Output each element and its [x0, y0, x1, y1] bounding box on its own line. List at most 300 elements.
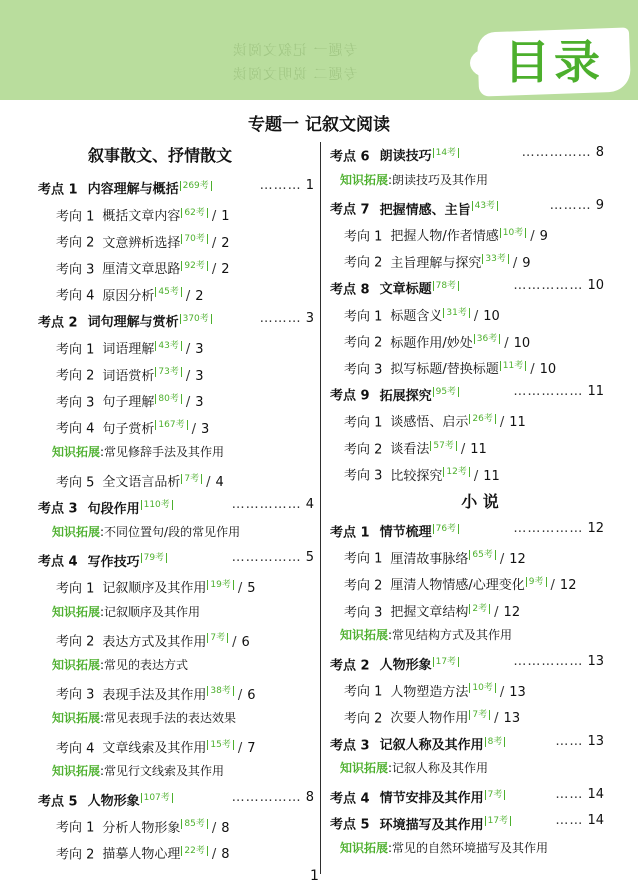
entry-name: 主旨理解与探究	[390, 255, 482, 271]
dot-leader: ………	[259, 311, 302, 326]
entry-code: 考向 3	[344, 362, 383, 378]
entry-name: 表现手法及其作用	[102, 687, 207, 703]
knowledge-extension-row	[340, 624, 512, 646]
entry-name: 拟写标题/替换标题	[390, 362, 499, 378]
slash-separator: /	[530, 229, 536, 245]
slash-separator: /	[211, 847, 218, 863]
entry-name: 描摹人物心理	[102, 847, 181, 863]
exam-count-badge: 95考	[433, 387, 459, 397]
page-number-ref: 11	[587, 384, 604, 400]
exam-count-badge: 2考	[469, 604, 490, 614]
entry-name: 朗读技巧	[379, 149, 432, 165]
page-number-ref: 7	[247, 740, 256, 756]
entry-code: 考向 2	[56, 235, 95, 251]
knowledge-extension-text: :记叙人称及其作用	[388, 761, 489, 776]
page-number-ref: 11	[470, 441, 487, 457]
page-number-ref: 1	[221, 208, 230, 224]
dot-leader: ……………	[513, 520, 584, 536]
entry-code: 考点 7	[330, 202, 370, 218]
toc-point-row	[330, 784, 604, 806]
exam-count-badge: 22考	[181, 846, 207, 856]
page-number-ref: 4	[215, 474, 224, 490]
entry-code: 考向 1	[344, 308, 383, 324]
slash-separator: /	[237, 740, 244, 756]
exam-count-badge: 26考	[469, 414, 495, 424]
exam-count-badge: 78考	[433, 281, 459, 291]
page-number-ref: 8	[221, 847, 230, 863]
entry-code: 考向 4	[56, 740, 95, 756]
exam-count-badge: 43考	[155, 341, 181, 351]
exam-count-badge: 45考	[155, 287, 181, 297]
dot-leader: ……………	[513, 653, 584, 669]
entry-code: 考向 3	[56, 687, 95, 703]
entry-code: 考向 3	[56, 262, 95, 278]
page-ref	[513, 381, 604, 403]
toc-direction-row	[344, 461, 604, 483]
entry-name: 人物形象	[87, 794, 140, 810]
page-ref	[260, 308, 314, 330]
page-number-ref: 8	[221, 820, 230, 836]
knowledge-extension-text: :常见的自然环境描写及其作用	[388, 841, 549, 855]
knowledge-extension-label: 知识拓展	[52, 711, 101, 725]
exam-count-badge: 7考	[181, 474, 202, 484]
slash-separator: /	[232, 634, 238, 650]
entry-code: 考点 2	[330, 658, 370, 674]
page-number-ref: 2	[195, 288, 204, 304]
toc-direction-row	[56, 228, 314, 250]
entry-name: 比较探究	[390, 468, 443, 484]
entry-name: 把握文章结构	[390, 604, 469, 620]
knowledge-extension-label: 知识拓展	[340, 628, 389, 643]
page-number-ref: 12	[559, 578, 577, 594]
toc-point-row	[330, 651, 604, 673]
knowledge-extension-label: 知识拓展	[340, 761, 389, 776]
exam-count-badge: 65考	[469, 550, 495, 560]
page-number-ref: 1	[305, 178, 314, 193]
entry-code: 考点 8	[330, 282, 370, 298]
knowledge-extension-row	[52, 601, 200, 623]
entry-name: 文意辨析选择	[102, 235, 181, 251]
slash-separator: /	[473, 308, 480, 324]
entry-name: 次要人物作用	[390, 711, 469, 727]
knowledge-extension-text: :朗读技巧及其作用	[388, 172, 489, 187]
slash-separator: /	[530, 362, 536, 378]
knowledge-extension-label: 知识拓展	[52, 445, 101, 459]
entry-code: 考点 6	[330, 149, 370, 165]
exam-count-badge: 36考	[474, 334, 500, 344]
exam-count-badge: 33考	[482, 254, 508, 264]
knowledge-extension-row	[52, 760, 224, 782]
page-number-ref: 3	[195, 341, 204, 357]
knowledge-extension-text: :常见修辞手法及其作用	[100, 445, 225, 459]
entry-code: 考点 3	[330, 737, 370, 753]
exam-count-badge: 110考	[141, 500, 173, 510]
entry-code: 考点 4	[330, 791, 370, 807]
slash-separator: /	[206, 474, 212, 490]
entry-code: 考向 2	[344, 335, 383, 351]
knowledge-extension-label: 知识拓展	[340, 172, 389, 187]
knowledge-extension-text: :常见结构方式及其作用	[388, 628, 513, 643]
page-number-ref: 6	[247, 687, 256, 703]
knowledge-extension-label: 知识拓展	[52, 657, 101, 672]
exam-count-badge: 7考	[485, 790, 506, 800]
slash-separator: /	[550, 578, 556, 594]
entry-name: 概括文章内容	[102, 208, 181, 224]
toc-point-row	[38, 787, 314, 809]
exam-count-badge: 15考	[207, 740, 233, 750]
entry-name: 分析人物形象	[102, 820, 181, 836]
toc-point-row	[38, 494, 314, 516]
entry-code: 考点 1	[330, 525, 370, 541]
slash-separator: /	[185, 341, 192, 357]
toc-direction-row	[344, 302, 604, 324]
exam-count-badge: 7考	[207, 633, 228, 643]
exam-count-badge: 17考	[485, 816, 511, 826]
page-ref	[550, 195, 604, 217]
toc-point-row	[330, 195, 604, 217]
exam-count-badge: 43考	[472, 201, 498, 211]
entry-name: 内容理解与概括	[87, 182, 179, 198]
entry-code: 考向 1	[344, 551, 383, 567]
toc-direction-row	[56, 281, 314, 303]
page-number-ref: 10	[483, 308, 500, 324]
toc-direction-row	[344, 222, 604, 244]
entry-name: 环境描写及其作用	[379, 817, 484, 833]
toc-direction-row	[56, 388, 314, 410]
entry-name: 句子赏析	[102, 421, 155, 437]
section-title: 小 说	[461, 491, 499, 511]
entry-name: 词语理解	[102, 341, 155, 357]
page-number-ref: 6	[241, 634, 250, 650]
toc-direction-row	[344, 704, 604, 726]
entry-code: 考向 1	[56, 208, 95, 224]
page-number-ref: 4	[305, 497, 314, 513]
page-number-ref: 14	[587, 813, 604, 829]
slash-separator: /	[211, 235, 218, 251]
dot-leader: ……………	[513, 278, 584, 293]
page-number: 1	[310, 868, 319, 884]
exam-count-badge: 57考	[430, 441, 456, 451]
entry-name: 厘清人物情感/心理变化	[390, 578, 525, 594]
toc-direction-row	[56, 627, 314, 649]
page-number-ref: 8	[305, 789, 314, 805]
page-number-ref: 10	[587, 278, 604, 293]
slash-separator: /	[185, 288, 192, 304]
page-number-ref: 12	[503, 604, 521, 620]
page-number-ref: 12	[587, 520, 604, 536]
page-title: 目录	[504, 35, 604, 89]
toc-direction-row	[344, 598, 604, 620]
exam-count-badge: 80考	[155, 394, 181, 404]
toc-direction-row	[56, 414, 314, 436]
dot-leader: ………	[549, 198, 592, 214]
page-number-ref: 3	[305, 311, 314, 326]
knowledge-extension-label: 知识拓展	[52, 604, 101, 619]
toc-point-row	[330, 142, 604, 164]
slash-separator: /	[237, 581, 244, 597]
entry-code: 考点 1	[38, 182, 78, 198]
page-number-ref: 14	[587, 786, 604, 802]
page-number-ref: 2	[221, 262, 230, 278]
entry-code: 考向 1	[344, 684, 383, 700]
page-number-ref: 3	[195, 368, 204, 384]
entry-name: 标题作用/妙处	[390, 335, 473, 351]
slash-separator: /	[499, 684, 506, 700]
knowledge-extension-label: 知识拓展	[52, 524, 101, 539]
toc-direction-row	[344, 677, 604, 699]
page-number-ref: 3	[201, 421, 210, 437]
entry-code: 考向 1	[56, 820, 95, 836]
slash-separator: /	[512, 255, 519, 271]
entry-name: 拓展探究	[379, 388, 432, 404]
exam-count-badge: 167考	[155, 420, 187, 430]
slash-separator: /	[499, 551, 506, 567]
dot-leader: ……………	[231, 789, 302, 805]
page-number-ref: 10	[513, 335, 531, 351]
entry-code: 考向 2	[344, 441, 383, 457]
entry-name: 记叙顺序及其作用	[102, 581, 207, 597]
exam-count-badge: 7考	[469, 710, 490, 720]
slash-separator: /	[494, 604, 500, 620]
entry-name: 词句理解与赏析	[87, 315, 179, 331]
exam-count-badge: 10考	[500, 228, 526, 238]
page-ref	[513, 275, 604, 297]
page-ref	[555, 784, 604, 806]
toc-direction-row	[344, 544, 604, 566]
toc-direction-row	[344, 328, 604, 350]
page-number-ref: 3	[195, 395, 204, 411]
toc-direction-row	[56, 468, 314, 490]
toc-direction-row	[344, 355, 604, 377]
dot-leader: ……………	[521, 145, 592, 160]
knowledge-extension-row	[52, 441, 224, 463]
page-number-ref: 13	[503, 711, 521, 727]
knowledge-extension-row	[52, 521, 240, 543]
exam-count-badge: 62考	[181, 208, 207, 218]
column-divider	[320, 142, 321, 874]
toc-point-row	[330, 731, 604, 753]
exam-count-badge: 92考	[181, 261, 207, 271]
entry-name: 表达方式及其作用	[102, 634, 207, 650]
page-number-ref: 10	[539, 362, 557, 378]
entry-name: 谈看法	[390, 441, 430, 457]
exam-count-badge: 31考	[443, 308, 469, 318]
knowledge-extension-text: :不同位置句/段的常见作用	[100, 524, 241, 539]
entry-code: 考点 2	[38, 315, 78, 331]
entry-code: 考向 2	[344, 578, 383, 594]
toc-point-row	[330, 518, 604, 540]
entry-code: 考点 5	[330, 817, 370, 833]
entry-code: 考向 2	[56, 634, 95, 650]
exam-count-badge: 19考	[207, 580, 233, 590]
knowledge-extension-text: :常见表现手法的表达效果	[100, 711, 237, 725]
entry-code: 考点 9	[330, 388, 370, 404]
knowledge-extension-row	[52, 707, 236, 729]
entry-code: 考向 1	[56, 581, 95, 597]
knowledge-extension-row	[340, 169, 488, 191]
entry-code: 考向 2	[56, 847, 95, 863]
dot-leader: ……………	[231, 550, 302, 566]
entry-code: 考点 4	[38, 554, 78, 570]
dot-leader: ……………	[231, 497, 302, 513]
entry-name: 厘清文章思路	[102, 262, 181, 278]
page-number-ref: 5	[305, 550, 314, 566]
toc-direction-row	[344, 435, 604, 457]
page-number-ref: 9	[539, 229, 548, 245]
topic-title: 专题一 记叙文阅读	[248, 115, 390, 135]
entry-name: 厘清故事脉络	[390, 551, 469, 567]
entry-code: 考向 3	[56, 395, 95, 411]
exam-count-badge: 370考	[180, 314, 212, 324]
entry-code: 考向 2	[344, 255, 383, 271]
page-number-ref: 13	[509, 684, 526, 700]
slash-separator: /	[504, 335, 510, 351]
entry-name: 全文语言品析	[102, 474, 181, 490]
entry-code: 考向 1	[344, 415, 383, 431]
slash-separator: /	[237, 687, 244, 703]
slash-separator: /	[499, 415, 506, 431]
slash-separator: /	[494, 711, 500, 727]
page-ref	[232, 494, 314, 516]
page-number-ref: 9	[595, 198, 604, 214]
knowledge-extension-row	[340, 837, 548, 859]
toc-point-row	[38, 308, 314, 330]
toc-direction-row	[56, 813, 314, 835]
toc-direction-row	[344, 571, 604, 593]
page-ref	[232, 547, 314, 569]
entry-name: 句段作用	[87, 501, 140, 517]
header-ghost-line-1: 专题一 记叙文阅读	[232, 43, 358, 59]
exam-count-badge: 76考	[433, 524, 459, 534]
exam-count-badge: 79考	[141, 553, 167, 563]
knowledge-extension-text: :记叙顺序及其作用	[100, 604, 201, 619]
entry-name: 把握情感、主旨	[379, 202, 471, 218]
entry-name: 标题含义	[390, 308, 443, 324]
page-number-ref: 2	[221, 235, 230, 251]
exam-count-badge: 38考	[207, 686, 233, 696]
entry-name: 情节梳理	[379, 525, 432, 541]
exam-count-badge: 17考	[433, 657, 459, 667]
dot-leader: ……………	[513, 384, 584, 400]
entry-code: 考向 3	[344, 604, 383, 620]
toc-direction-row	[56, 734, 314, 756]
knowledge-extension-text: :常见行文线索及其作用	[100, 764, 225, 779]
page-number-ref: 11	[509, 415, 526, 431]
entry-code: 考向 3	[344, 468, 383, 484]
entry-code: 考向 5	[56, 474, 95, 490]
toc-direction-row	[56, 255, 314, 277]
toc-direction-row	[56, 840, 314, 862]
exam-count-badge: 12考	[443, 467, 469, 477]
exam-count-badge: 11考	[500, 361, 526, 371]
toc-direction-row	[56, 202, 314, 224]
entry-name: 原因分析	[102, 288, 155, 304]
slash-separator: /	[185, 395, 192, 411]
slash-separator: /	[211, 820, 218, 836]
dot-leader: ……	[555, 786, 584, 802]
page-ref	[513, 651, 604, 673]
entry-code: 考向 1	[56, 341, 95, 357]
entry-name: 词语赏析	[102, 368, 155, 384]
page-ref	[555, 731, 604, 753]
slash-separator: /	[460, 441, 467, 457]
exam-count-badge: 9考	[526, 577, 547, 587]
entry-name: 文章标题	[379, 282, 432, 298]
header-banner	[0, 0, 638, 100]
toc-direction-row	[56, 574, 314, 596]
entry-name: 人物塑造方法	[390, 684, 469, 700]
entry-name: 记叙人称及其作用	[379, 737, 484, 753]
toc-point-row	[330, 381, 604, 403]
page-number-ref: 11	[483, 468, 500, 484]
page-number-ref: 9	[522, 255, 531, 271]
exam-count-badge: 14考	[433, 148, 459, 158]
entry-name: 写作技巧	[87, 554, 140, 570]
knowledge-extension-row	[52, 654, 188, 676]
entry-name: 文章线索及其作用	[102, 740, 207, 756]
dot-leader: ………	[259, 178, 302, 193]
entry-code: 考点 3	[38, 501, 78, 517]
entry-code: 考向 2	[56, 368, 95, 384]
exam-count-badge: 10考	[469, 683, 495, 693]
dot-leader: ……	[555, 813, 584, 829]
toc-direction-row	[56, 680, 314, 702]
page-number-ref: 13	[587, 653, 604, 669]
toc-direction-row	[344, 408, 604, 430]
knowledge-extension-text: :常见的表达方式	[100, 657, 189, 672]
exam-count-badge: 85考	[181, 819, 207, 829]
toc-point-row	[330, 810, 604, 832]
slash-separator: /	[211, 262, 218, 278]
knowledge-extension-label: 知识拓展	[52, 764, 101, 779]
page-number-ref: 12	[509, 551, 526, 567]
knowledge-extension-label: 知识拓展	[340, 841, 389, 855]
entry-code: 考向 4	[56, 421, 95, 437]
page-number-ref: 13	[587, 733, 604, 749]
toc-point-row	[38, 175, 314, 197]
exam-count-badge: 8考	[485, 737, 506, 747]
page-ref	[260, 175, 314, 197]
entry-name: 谈感悟、启示	[390, 415, 469, 431]
entry-name: 把握人物/作者情感	[390, 229, 499, 245]
entry-code: 考向 1	[344, 229, 383, 245]
slash-separator: /	[473, 468, 480, 484]
exam-count-badge: 73考	[155, 367, 181, 377]
entry-name: 句子理解	[102, 395, 155, 411]
toc-direction-row	[56, 361, 314, 383]
page-ref	[513, 518, 604, 540]
entry-name: 情节安排及其作用	[379, 791, 484, 807]
entry-name: 人物形象	[379, 658, 432, 674]
entry-code: 考点 5	[38, 794, 78, 810]
knowledge-extension-row	[340, 757, 488, 779]
exam-count-badge: 70考	[181, 234, 207, 244]
exam-count-badge: 269考	[180, 181, 212, 191]
entry-code: 考向 2	[344, 711, 383, 727]
toc-direction-row	[344, 248, 604, 270]
slash-separator: /	[211, 208, 218, 224]
toc-point-row	[38, 547, 314, 569]
slash-separator: /	[185, 368, 192, 384]
page-number-ref: 5	[247, 581, 256, 597]
exam-count-badge: 107考	[141, 793, 173, 803]
slash-separator: /	[191, 421, 197, 437]
page-ref	[555, 810, 604, 832]
entry-code: 考向 4	[56, 288, 95, 304]
page-ref	[232, 787, 314, 809]
toc-direction-row	[56, 335, 314, 357]
dot-leader: ……	[555, 733, 584, 749]
